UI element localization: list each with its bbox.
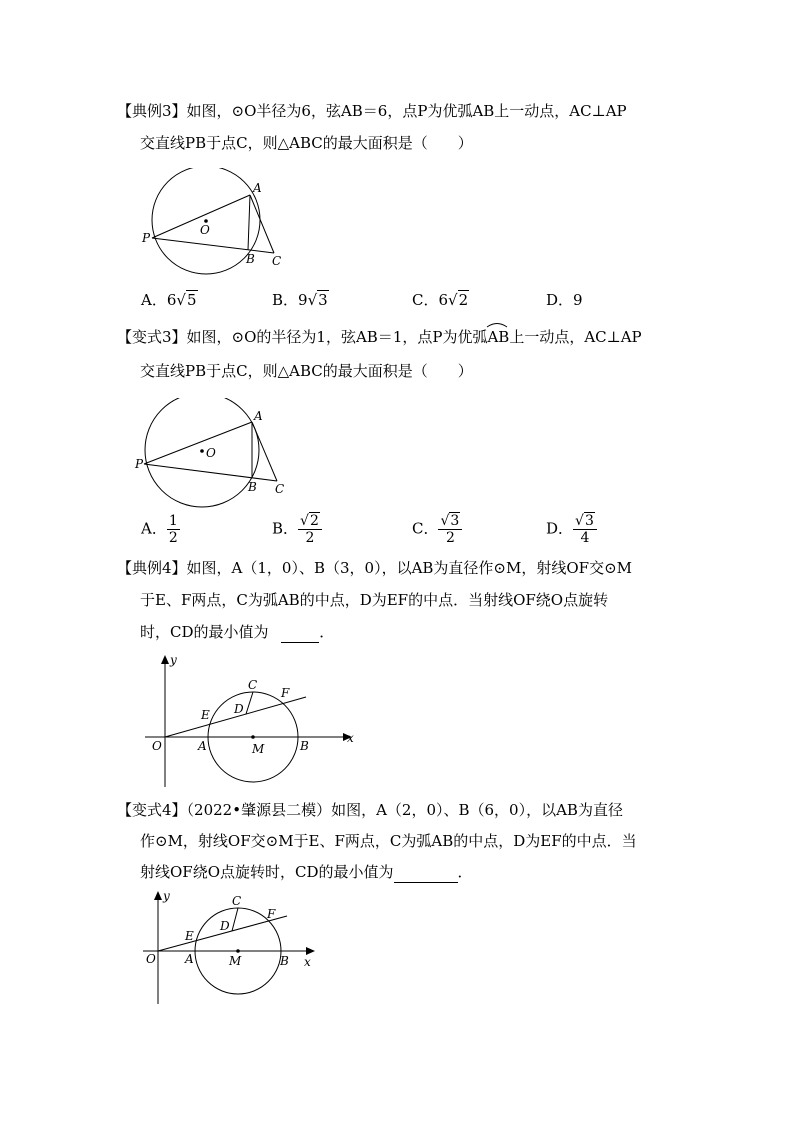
choice-c[interactable]: C． $\frac{√3}{2}$	[412, 513, 462, 546]
segment-ac	[252, 422, 277, 481]
center-m-dot	[251, 735, 255, 739]
problem-3-line-1	[117, 557, 632, 579]
label-o: O	[152, 739, 162, 753]
choice-b[interactable]: B． $\frac{√2}{2}$	[272, 513, 322, 546]
segment-ab	[248, 195, 250, 250]
label-y: y	[163, 889, 170, 903]
label-b: B	[248, 480, 257, 494]
problem-1-tag: 【典例3】	[117, 102, 187, 120]
problem-1-choices	[141, 289, 701, 329]
problem-3-line-3: 时，CD的最小值为 ．	[140, 623, 335, 641]
label-d: D	[220, 919, 230, 933]
label-e: E	[185, 929, 194, 943]
problem-2-text-1a: 如图，⊙O的半径为1，弦AB＝1，点P为优弧	[186, 328, 488, 346]
problem-3-line-2: 于E、F两点，C为弧AB的中点，D为EF的中点．当射线OF绕O点旋转	[140, 591, 609, 609]
answer-blank[interactable]	[394, 868, 458, 883]
answer-blank[interactable]	[281, 628, 319, 643]
label-a: A	[253, 181, 262, 195]
label-f: F	[281, 686, 290, 700]
label-c: C	[248, 678, 258, 692]
problem-1-line-2: 交直线PB于点C，则△ABC的最大面积是（ ）	[140, 134, 473, 152]
label-x: x	[304, 955, 311, 969]
label-e: E	[201, 708, 210, 722]
label-b: B	[300, 739, 309, 753]
choice-b[interactable]: B．9√3	[272, 291, 328, 309]
problem-2-choices	[141, 513, 701, 553]
choice-c[interactable]: C．6√2	[412, 291, 469, 309]
label-x: x	[347, 731, 354, 745]
problem-1-figure	[140, 168, 300, 278]
problem-2-tag: 【变式3】	[117, 328, 187, 346]
label-p: P	[135, 457, 144, 471]
problem-4-line-3: 射线OF绕O点旋转时，CD的最小值为 ．	[140, 863, 473, 881]
problem-4-text-1: （2022•肇源县二模）如图，A（2，0）、B（6，0），以AB为直径	[186, 801, 623, 819]
segment-pa	[144, 422, 252, 464]
problem-3-text-1: 如图，A（1，0）、B（3，0），以AB为直径作⊙M，射线OF交⊙M	[186, 559, 632, 577]
problem-3-figure	[140, 652, 370, 792]
label-m: M	[229, 954, 242, 968]
label-a: A	[254, 409, 263, 423]
choice-a[interactable]: A．6√5	[141, 291, 197, 309]
label-b: B	[280, 954, 289, 968]
label-a: A	[198, 739, 207, 753]
arc-mark	[486, 322, 508, 328]
problem-4-line-2: 作⊙M，射线OF交⊙M于E、F两点，C为弧AB的中点，D为EF的中点．当	[140, 832, 637, 850]
label-y: y	[170, 653, 177, 667]
segment-cd	[246, 692, 253, 714]
label-o: O	[200, 223, 210, 237]
problem-4-tag: 【变式4】	[117, 801, 187, 819]
x-axis-arrow	[306, 947, 315, 955]
problem-2-line-1	[117, 326, 642, 348]
problem-1-text-1: 如图，⊙O半径为6，弦AB＝6，点P为优弧AB上一动点，AC⊥AP	[186, 102, 627, 120]
label-b: B	[246, 252, 255, 266]
label-f: F	[267, 907, 276, 921]
label-d: D	[234, 702, 244, 716]
y-axis-arrow	[161, 655, 169, 664]
label-p: P	[142, 231, 151, 245]
problem-2-text-1b: 上一动点，AC⊥AP	[509, 328, 642, 346]
y-axis-arrow	[154, 891, 162, 900]
label-o: O	[146, 952, 156, 966]
label-c: C	[275, 482, 285, 496]
label-a: A	[185, 952, 194, 966]
problem-2-line-2: 交直线PB于点C，则△ABC的最大面积是（ ）	[140, 362, 473, 380]
problem-2-figure	[134, 398, 294, 508]
label-m: M	[252, 742, 265, 756]
choice-d[interactable]: D． $\frac{√3}{4}$	[546, 513, 597, 546]
label-c: C	[272, 254, 282, 268]
choice-a[interactable]: A． $\frac{1}{2}$	[141, 513, 178, 546]
arc-ab: AB	[487, 326, 509, 348]
problem-3-tag: 【典例4】	[117, 559, 187, 577]
center-dot	[200, 449, 204, 453]
problem-4-figure	[138, 888, 338, 1008]
problem-4-line-1	[117, 799, 623, 821]
center-m-dot	[236, 949, 240, 953]
problem-1-line-1	[117, 100, 627, 122]
segment-cd	[232, 908, 238, 931]
choice-d[interactable]: D．9	[546, 291, 583, 309]
label-o: O	[206, 446, 216, 460]
segment-ac	[250, 195, 274, 253]
label-c: C	[232, 894, 242, 908]
